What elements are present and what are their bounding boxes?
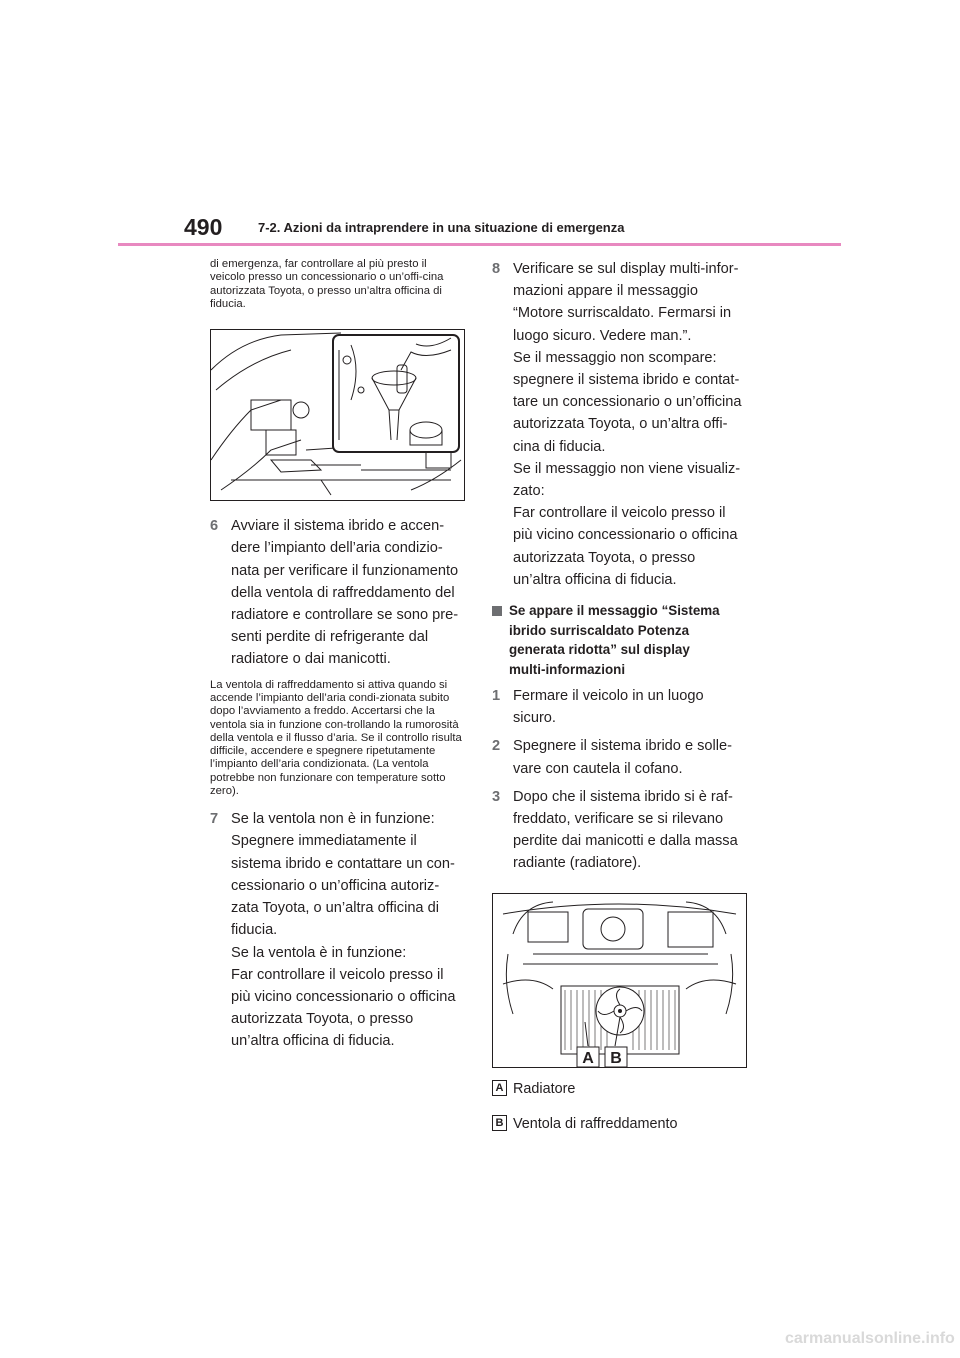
substep-1-number: 1 [492, 688, 501, 705]
step-6-line: della ventola di raffreddamento del [231, 584, 455, 601]
right-column [492, 258, 746, 1133]
watermark: carmanualsonline.info [785, 1330, 955, 1347]
substep-3-line: radiante (radiatore). [513, 855, 642, 872]
step-8-line: Verificare se sul display multi-infor- [513, 261, 739, 277]
header-rule [118, 243, 841, 246]
step-8-line: mazioni appare il messaggio [513, 283, 698, 300]
substep-1-line: Fermare il veicolo in un luogo [513, 688, 704, 705]
step-7-line: Spegnere immediatamente il [231, 833, 417, 850]
legend-item-radiator [492, 1080, 746, 1098]
legend-label: Ventola di raffreddamento [513, 1115, 678, 1132]
heading-line: multi-informazioni [509, 661, 626, 677]
step-6-number: 6 [210, 518, 219, 535]
step-8-line: Se il messaggio non scompare: [513, 349, 717, 366]
legend-key: A [492, 1080, 507, 1096]
legend-key: B [492, 1115, 507, 1131]
substep-3-number: 3 [492, 788, 501, 805]
page-number: 490 [184, 214, 223, 240]
step-8-line: cina di fiducia. [513, 438, 606, 455]
substep-3-line: perdite dai manicotti e dalla massa [513, 833, 738, 850]
intro-text: di emergenza, far controllare al più presto il veicolo presso un concessionario o un’offi-cina autorizzata Toyota, o presso un’altra officina di fiducia. [210, 258, 444, 310]
step-7-line: un’altra officina di fiducia. [231, 1033, 395, 1050]
step-8-line: Se il messaggio non viene visualiz- [513, 460, 741, 477]
heading-line: Se appare il messaggio “Sistema [509, 603, 720, 619]
substep-3-line: freddato, verificare se si rilevano [513, 811, 724, 828]
hybrid-overheat-heading [492, 601, 746, 679]
substep-1 [492, 685, 746, 729]
step-6-line: nata per verificare il funzionamento [231, 562, 459, 579]
step-7-line: zata Toyota, o un’altra officina di [231, 900, 439, 917]
substep-2-line: Spegnere il sistema ibrido e solle- [513, 738, 733, 755]
step-8-number: 8 [492, 261, 501, 277]
radiator-drawing [493, 894, 746, 1067]
substep-2 [492, 735, 746, 779]
step-7-line: Se la ventola è in funzione: [231, 944, 407, 961]
left-column [210, 258, 464, 1053]
section-title: 7-2. Azioni da intraprendere in una situazione di emergenza [258, 220, 625, 235]
fan-note: La ventola di raffreddamento si attiva quando si accende l’impianto dell’aria condi-zionata subito dopo l’avviamento a freddo. Accertarsi che la ventola sia in funzione con-trollando la rumorosità della ventola e il flusso d’aria. Se il controllo risulta difficile, accendere e spegnere ripetutamente l’impianto dell’aria condizionata. (La ventola potrebbe non funzionare con temperature sotto zero). [210, 678, 462, 797]
step-6 [210, 515, 464, 670]
substep-2-line: vare con cautela il cofano. [513, 760, 683, 777]
substep-3 [492, 786, 746, 875]
step-8-line: luogo sicuro. Vedere man.”. [513, 327, 692, 344]
step-7-number: 7 [210, 811, 219, 828]
step-8 [492, 258, 746, 591]
legend-label: Radiatore [513, 1080, 576, 1097]
substep-2-number: 2 [492, 738, 501, 755]
step-7-line: più vicino concessionario o officina [231, 988, 456, 1005]
heading-line: ibrido surriscaldato Potenza [509, 622, 690, 638]
step-7-line: Far controllare il veicolo presso il [231, 966, 444, 983]
step-6-line: radiatore e controllare se sono pre- [231, 607, 459, 623]
step-8-line: autorizzata Toyota, o presso [513, 549, 696, 566]
step-7 [210, 808, 464, 1052]
step-8-line: zato: [513, 483, 545, 500]
step-8-line: più vicino concessionario o officina [513, 527, 738, 544]
step-7-line: autorizzata Toyota, o presso [231, 1011, 414, 1028]
step-6-line: dere l’impianto dell’aria condizio- [231, 540, 443, 557]
step-8-line: spegnere il sistema ibrido e contat- [513, 372, 740, 389]
callout-b-label: B [610, 1049, 622, 1067]
step-6-line: Avviare il sistema ibrido e accen- [231, 518, 445, 535]
step-8-line: un’altra officina di fiducia. [513, 571, 677, 588]
step-8-line: autorizzata Toyota, o un’altra offi- [513, 416, 728, 433]
step-6-line: senti perdite di refrigerante dal [231, 629, 429, 646]
step-7-line: sistema ibrido e contattare un con- [231, 855, 455, 872]
step-6-line: radiatore o dai manicotti. [231, 651, 391, 668]
heading-line: generata ridotta” sul display [509, 642, 690, 658]
step-7-line: Se la ventola non è in funzione: [231, 811, 435, 828]
substep-3-line: Dopo che il sistema ibrido si è raf- [513, 788, 733, 805]
step-8-line: Far controllare il veicolo presso il [513, 505, 726, 522]
heading-square-icon [492, 606, 502, 616]
legend-item-fan [492, 1115, 746, 1133]
callout-a-label: A [582, 1049, 594, 1067]
coolant-filling-illustration [210, 329, 465, 501]
step-8-line: tare un concessionario o un’officina [513, 394, 742, 411]
step-8-line: “Motore surriscaldato. Fermarsi in [513, 305, 732, 322]
engine-bay-drawing [211, 330, 464, 500]
step-7-line: fiducia. [231, 922, 278, 939]
radiator-fan-illustration [492, 893, 747, 1068]
substep-1-line: sicuro. [513, 710, 556, 727]
step-7-line: cessionario o un’officina autoriz- [231, 877, 440, 894]
